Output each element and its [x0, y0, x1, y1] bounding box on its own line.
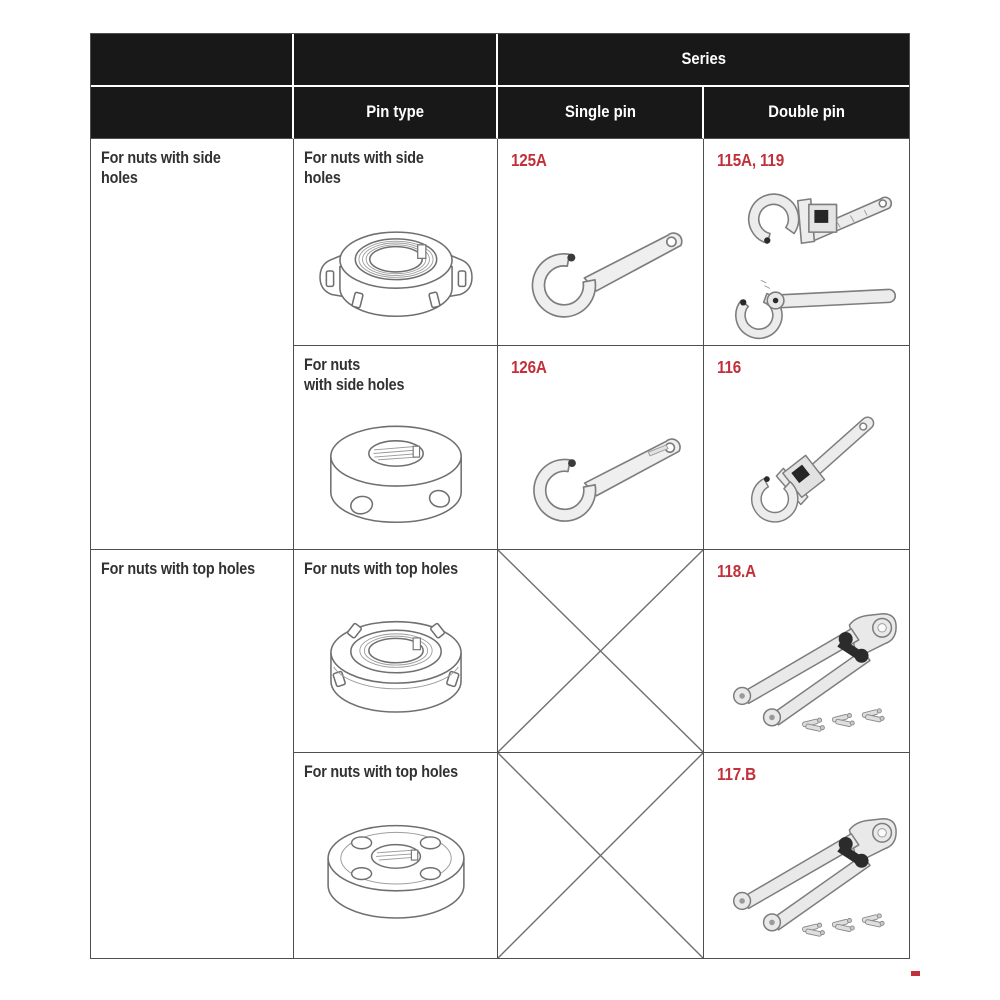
double-pin-cell-row3 — [704, 550, 909, 753]
header-single-pin — [498, 87, 704, 139]
double-pin-cell-row1 — [704, 139, 909, 346]
red-dash-marker — [911, 971, 920, 976]
product-code-118A: 118.A — [717, 561, 756, 581]
single-pin-cell-row2 — [498, 346, 704, 550]
crossed-cell-row4 — [498, 753, 704, 958]
group-label-top-holes: For nuts with top holes — [101, 560, 255, 578]
pin-type-cell-row4 — [294, 753, 498, 958]
product-code-117B: 117.B — [717, 764, 756, 784]
slotted-flange-nut-icon — [294, 579, 497, 752]
cross-out-icon — [498, 550, 703, 752]
header-blank-cell-3 — [91, 87, 294, 139]
pin-type-cell-row1 — [294, 139, 498, 346]
group-cell-top-holes — [91, 550, 294, 958]
header-double-pin — [704, 87, 909, 139]
single-pin-cell-row1 — [498, 139, 704, 346]
adjustable-hook-wrench-icon — [716, 173, 898, 258]
spanner-selection-table — [90, 33, 910, 959]
double-pin-cell-row4 — [704, 753, 909, 958]
crossed-cell-row3 — [498, 550, 704, 753]
pin-type-label-row1: For nuts with side holes — [304, 149, 424, 188]
adjustable-hook-spanner-116-icon — [704, 378, 909, 549]
group-cell-side-holes — [91, 139, 294, 550]
product-code-115A-119: 115A, 119 — [717, 150, 785, 170]
pin-type-cell-row3 — [294, 550, 498, 753]
pin-type-label-row2: For nuts with side holes — [304, 356, 405, 395]
pin-type-label-row3: For nuts with top holes — [304, 560, 458, 578]
header-pin-type — [294, 87, 498, 139]
cross-out-icon — [498, 753, 703, 958]
adjustable-pin-wrench-118A-icon — [704, 582, 909, 752]
header-series-label: Series — [681, 50, 726, 68]
double-pin-cell-row2 — [704, 346, 909, 550]
group-label-side-holes: For nuts with side holes — [101, 149, 221, 188]
header-single-pin-label: Single pin — [564, 103, 636, 121]
product-code-116: 116 — [717, 357, 742, 377]
round-nut-side-holes-icon — [294, 396, 497, 549]
header-pin-type-label: Pin type — [366, 103, 424, 121]
hook-spanner-125A-icon — [498, 171, 703, 345]
adjustable-hook-spanner-icon — [716, 258, 898, 343]
header-series — [498, 34, 909, 87]
slotted-ring-nut-icon — [294, 189, 497, 345]
adjustable-pin-wrench-117B-icon — [704, 785, 909, 958]
header-blank-cell-2 — [294, 34, 498, 87]
hook-spanner-126A-icon — [498, 378, 703, 549]
pin-type-cell-row2 — [294, 346, 498, 550]
header-double-pin-label: Double pin — [768, 103, 845, 121]
pin-type-label-row4: For nuts with top holes — [304, 763, 458, 781]
product-code-126A: 126A — [511, 357, 547, 377]
product-code-125A: 125A — [511, 150, 547, 170]
header-blank-cell-1 — [91, 34, 294, 87]
round-nut-top-holes-icon — [294, 782, 497, 958]
